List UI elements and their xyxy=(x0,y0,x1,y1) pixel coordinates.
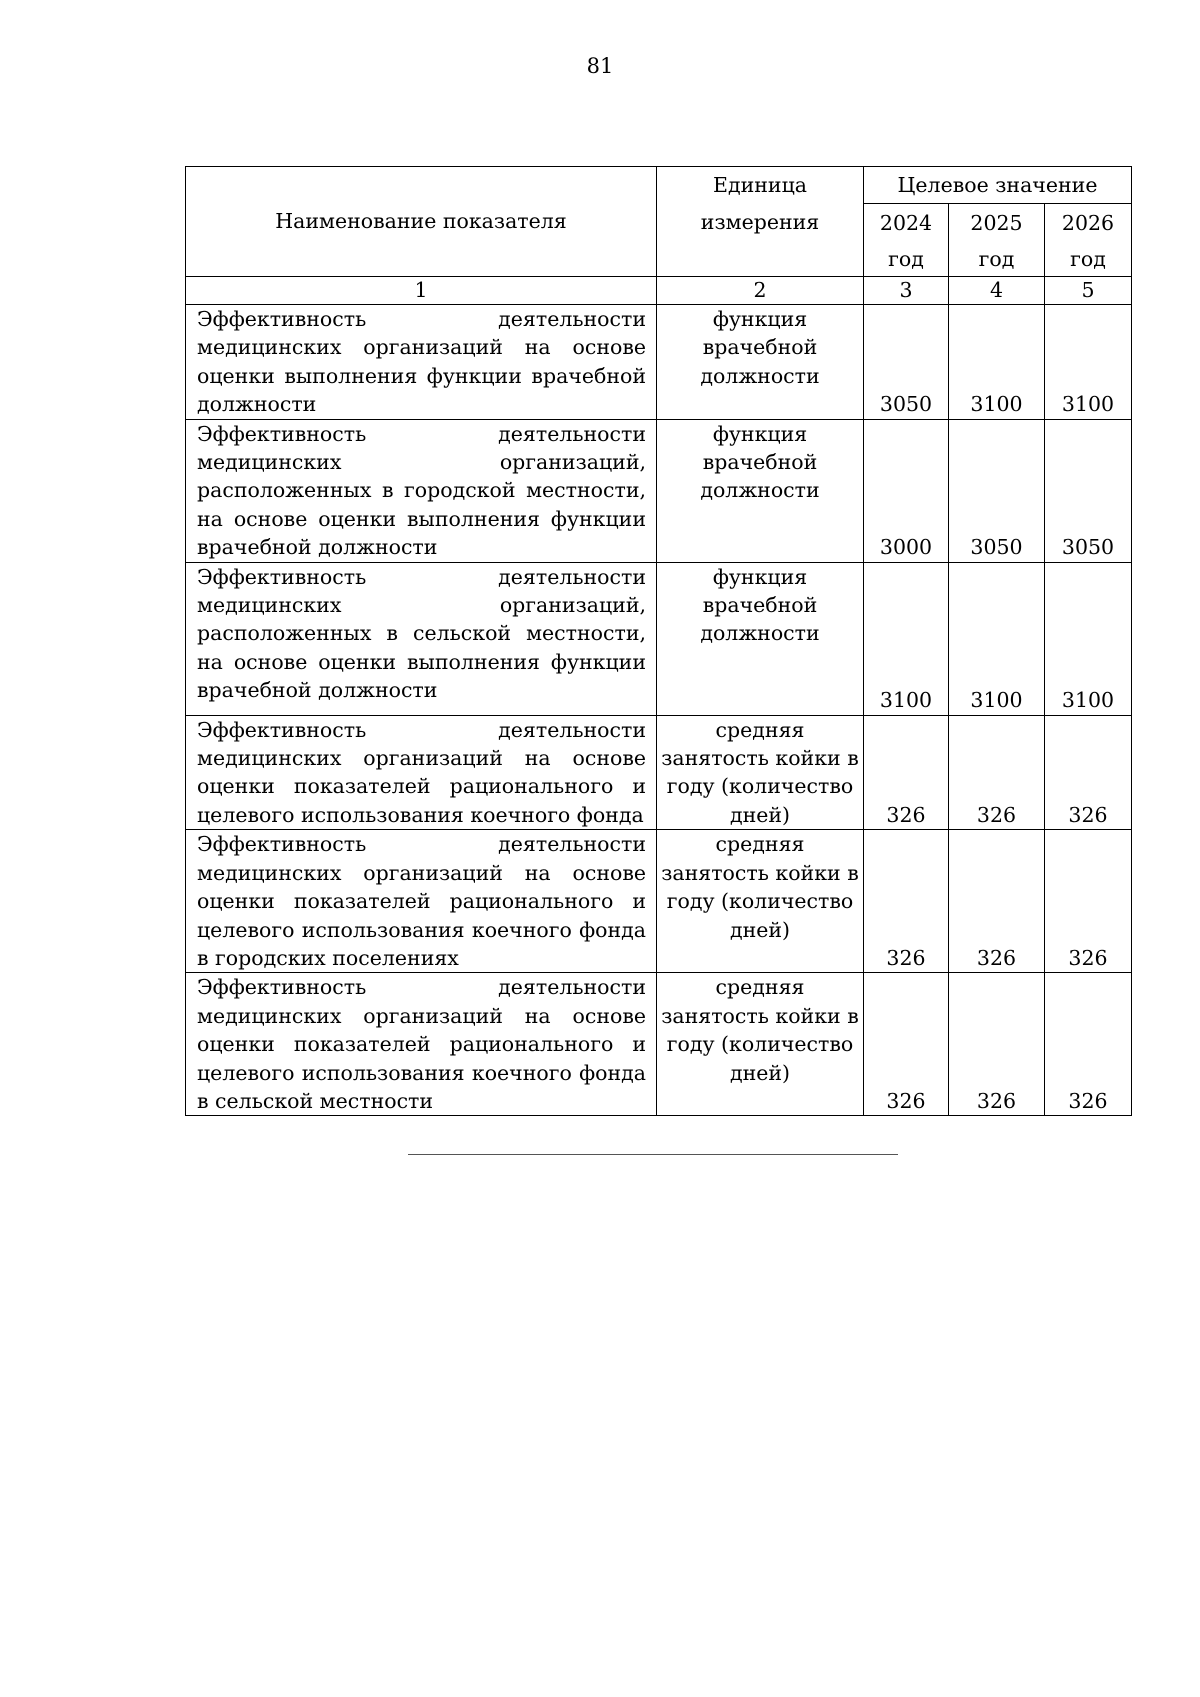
header-unit-line1: Единица xyxy=(713,173,807,197)
value-2026: 326 xyxy=(1045,715,1132,830)
indicator-name: Эффективность деятельности медицинских организаций на основе оценки показателей рационального и целевого использования коечного фонда xyxy=(186,715,657,830)
header-year-2025 xyxy=(949,204,1045,277)
column-numbers-row xyxy=(186,277,1132,305)
indicator-unit: функция врачебной должности xyxy=(657,562,864,715)
header-year-unit: год xyxy=(978,247,1015,271)
value-2025: 326 xyxy=(949,830,1045,973)
indicator-name: Эффективность деятельности медицинских организаций на основе оценки выполнения функции врачебной должности xyxy=(186,305,657,420)
header-year-number: 2024 xyxy=(879,211,933,235)
table-row xyxy=(186,419,1132,562)
header-year-2024 xyxy=(864,204,949,277)
value-2024: 326 xyxy=(864,973,949,1116)
header-target-value: Целевое значение xyxy=(864,167,1132,204)
value-2026: 3100 xyxy=(1045,305,1132,420)
indicator-name: Эффективность деятельности медицинских организаций на основе оценки показателей рационального и целевого использования коечного фонда в сельской местности xyxy=(186,973,657,1116)
indicator-name: Эффективность деятельности медицинских организаций на основе оценки показателей рационального и целевого использования коечного фонда в городских поселениях xyxy=(186,830,657,973)
value-2026: 3100 xyxy=(1045,562,1132,715)
column-number: 1 xyxy=(186,277,657,305)
header-unit-line2: измерения xyxy=(700,210,820,234)
value-2024: 3100 xyxy=(864,562,949,715)
table-row xyxy=(186,973,1132,1116)
value-2025: 3100 xyxy=(949,562,1045,715)
value-2024: 3000 xyxy=(864,419,949,562)
header-year-unit: год xyxy=(1070,247,1106,271)
value-2026: 3050 xyxy=(1045,419,1132,562)
indicator-unit: функция врачебной должности xyxy=(657,305,864,420)
header-unit xyxy=(657,167,864,277)
indicator-name: Эффективность деятельности медицинских организаций, расположенных в сельской местности, на основе оценки выполнения функции врачебной должности xyxy=(186,562,657,715)
indicator-unit: функция врачебной должности xyxy=(657,419,864,562)
header-year-unit: год xyxy=(888,247,924,271)
table-row xyxy=(186,830,1132,973)
header-indicator-name: Наименование показателя xyxy=(186,167,657,277)
table-row xyxy=(186,715,1132,830)
indicator-unit: средняя занятость койки в году (количество дней) xyxy=(657,830,864,973)
value-2024: 326 xyxy=(864,715,949,830)
value-2024: 326 xyxy=(864,830,949,973)
header-row-top xyxy=(186,167,1132,204)
header-year-number: 2025 xyxy=(970,211,1023,235)
page-number: 81 xyxy=(586,54,614,78)
table-row xyxy=(186,305,1132,420)
value-2025: 326 xyxy=(949,715,1045,830)
indicator-unit: средняя занятость койки в году (количество дней) xyxy=(657,973,864,1116)
footer-divider xyxy=(408,1154,898,1155)
value-2025: 3100 xyxy=(949,305,1045,420)
column-number: 5 xyxy=(1045,277,1132,305)
value-2026: 326 xyxy=(1045,973,1132,1116)
table-row xyxy=(186,562,1132,715)
header-year-number: 2026 xyxy=(1061,211,1115,235)
value-2025: 3050 xyxy=(949,419,1045,562)
value-2024: 3050 xyxy=(864,305,949,420)
column-number: 4 xyxy=(949,277,1045,305)
header-year-2026 xyxy=(1045,204,1132,277)
indicator-unit: средняя занятость койки в году (количество дней) xyxy=(657,715,864,830)
value-2025: 326 xyxy=(949,973,1045,1116)
indicator-name: Эффективность деятельности медицинских организаций, расположенных в городской местности, на основе оценки выполнения функции врачебной должности xyxy=(186,419,657,562)
indicator-table xyxy=(185,166,1132,1116)
column-number: 3 xyxy=(864,277,949,305)
value-2026: 326 xyxy=(1045,830,1132,973)
column-number: 2 xyxy=(657,277,864,305)
